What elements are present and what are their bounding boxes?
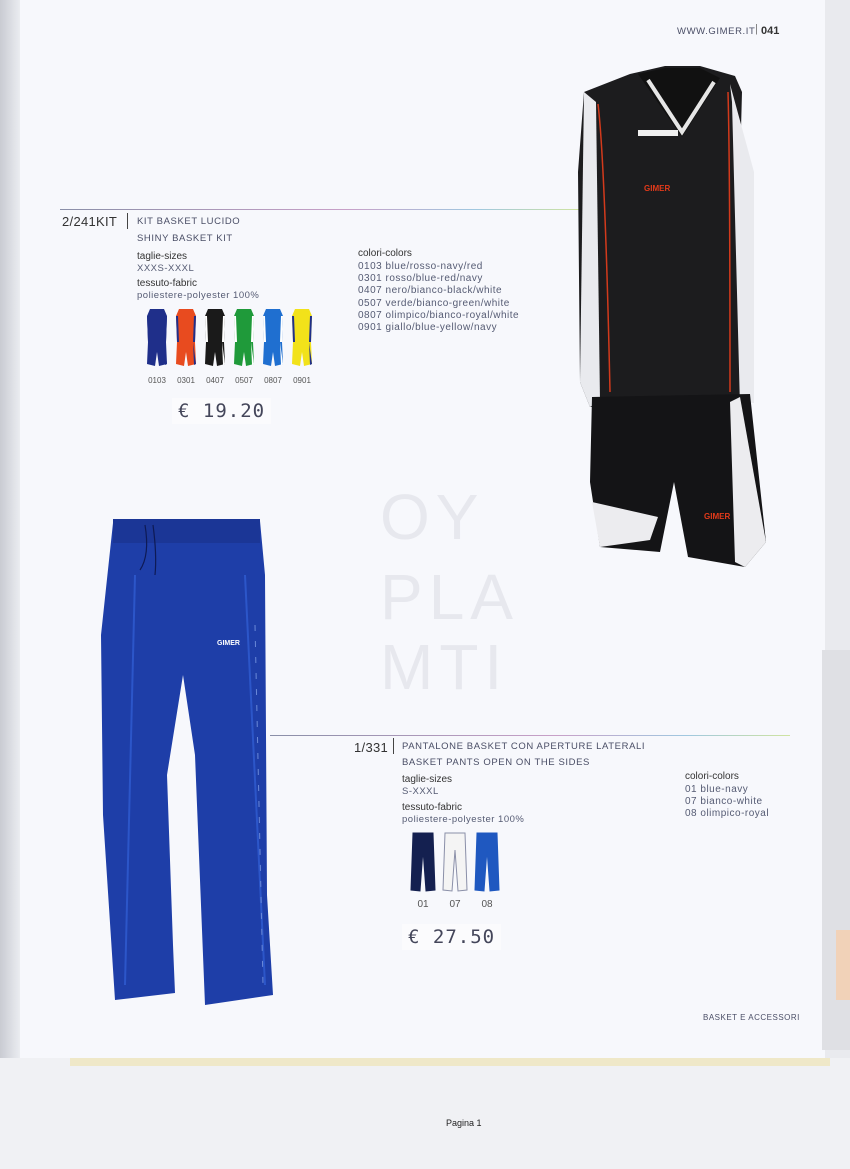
- kit-swatch-code: 0407: [206, 376, 224, 385]
- kit-color-swatch: [291, 308, 313, 368]
- kit-price: € 19.20: [172, 398, 271, 424]
- kit-color-item: 0103 blue/rosso-navy/red: [358, 261, 483, 272]
- pants-sizes-value: S-XXXL: [402, 786, 439, 797]
- site-url: WWW.GIMER.IT: [677, 26, 756, 37]
- adjacent-page-tab: [836, 930, 850, 1000]
- pants-code: 1/331: [354, 740, 389, 755]
- pants-colors-label: colori-colors: [685, 771, 739, 782]
- kit-color-swatch: [262, 308, 284, 368]
- pants-color-item: 08 olimpico-royal: [685, 808, 770, 820]
- kit-swatch-code: 0103: [148, 376, 166, 385]
- kit-color-swatch: [233, 308, 255, 368]
- pants-color-swatch: [442, 832, 468, 892]
- pants-fabric-value: poliestere-polyester 100%: [402, 814, 525, 825]
- header-divider: |: [755, 23, 758, 35]
- kit-code-divider: [127, 213, 128, 229]
- kit-name-it: KIT BASKET LUCIDO: [137, 216, 241, 227]
- background-watermark-3: MTI: [380, 631, 509, 703]
- kit-color-item: 0301 rosso/blue-red/navy: [358, 273, 483, 285]
- background-watermark-2: PLA: [380, 561, 519, 633]
- kit-sizes-label: taglie-sizes: [137, 251, 188, 262]
- kit-fabric-label: tessuto-fabric: [137, 278, 198, 289]
- kit-swatch-code: 0807: [264, 376, 282, 385]
- kit-jersey-logo: GIMER: [644, 184, 671, 193]
- pants-code-divider: [393, 738, 394, 754]
- page-under-strip: [70, 1058, 830, 1066]
- pants-sizes-label: taglie-sizes: [402, 774, 453, 785]
- page-binding-shadow: [0, 0, 22, 1060]
- kit-color-item: 0407 nero/bianco-black/white: [358, 285, 503, 297]
- kit-color-item: 0507 verde/bianco-green/white: [358, 297, 510, 309]
- kit-color-item: 0901 giallo/blue-yellow/navy: [358, 322, 498, 334]
- kit-color-swatch: [146, 308, 168, 368]
- basket-kit-photo: [570, 62, 775, 577]
- kit-swatch-code: 0301: [177, 376, 195, 385]
- pants-colors-list: [685, 784, 769, 821]
- background-watermark-1: OY: [380, 481, 485, 553]
- pants-color-item: 01 blue-navy: [685, 784, 749, 795]
- pants-swatch-code: 01: [417, 899, 429, 910]
- pants-logo: GIMER: [217, 640, 240, 647]
- scan-background: [0, 1058, 850, 1169]
- kit-fabric-value: poliestere-polyester 100%: [137, 290, 260, 301]
- pants-color-item: 07 bianco-white: [685, 796, 763, 808]
- pants-name-en: BASKET PANTS OPEN ON THE SIDES: [402, 757, 590, 768]
- pants-fabric-label: tessuto-fabric: [402, 802, 463, 813]
- print-page-label: Pagina 1: [446, 1118, 482, 1128]
- kit-colors-label: colori-colors: [358, 248, 412, 259]
- basket-pants-photo: [95, 515, 275, 1010]
- section-footer: BASKET E ACCESSORI: [703, 1013, 800, 1022]
- kit-name-en: SHINY BASKET KIT: [137, 233, 233, 244]
- kit-swatch-code: 0507: [235, 376, 253, 385]
- pants-name-it: PANTALONE BASKET CON APERTURE LATERALI: [402, 741, 646, 752]
- pants-color-swatch: [474, 832, 500, 892]
- kit-section-rule: [60, 209, 580, 210]
- kit-colors-list: [358, 261, 519, 334]
- pants-color-swatch: [410, 832, 436, 892]
- kit-code: 2/241KIT: [62, 214, 118, 229]
- kit-swatch-code: 0901: [293, 376, 311, 385]
- pants-price: € 27.50: [402, 924, 501, 950]
- pants-swatch-code: 07: [449, 899, 461, 910]
- pants-swatch-code: 08: [481, 899, 493, 910]
- kit-color-item: 0807 olimpico/bianco-royal/white: [358, 309, 520, 321]
- page-number: 041: [761, 25, 780, 37]
- kit-color-swatch: [175, 308, 197, 368]
- pants-section-rule: [270, 735, 790, 736]
- kit-shorts-logo: GIMER: [704, 512, 731, 521]
- kit-sizes-value: XXXS-XXXL: [137, 263, 195, 274]
- kit-color-swatch: [204, 308, 226, 368]
